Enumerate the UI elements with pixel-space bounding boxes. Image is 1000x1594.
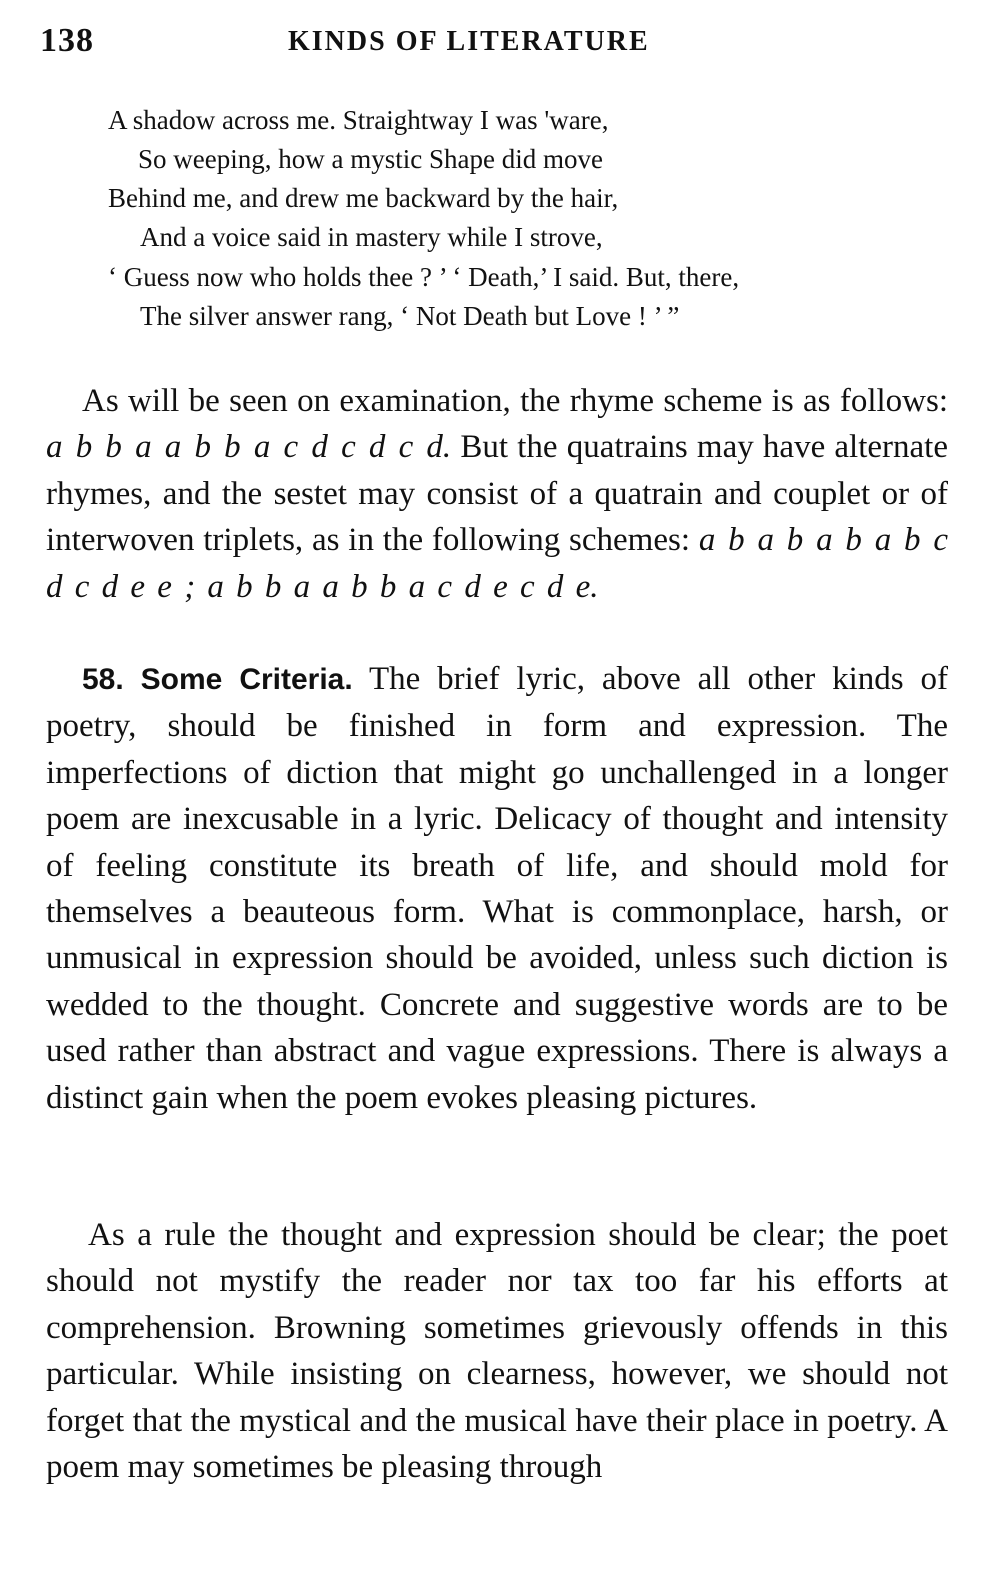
verse-line: A shadow across me. Straightway I was 'ware, xyxy=(108,105,609,135)
verse-line: So weeping, how a mystic Shape did move xyxy=(138,144,603,174)
verse-line: The silver answer rang, ‘ Not Death but Love ! ’ ” xyxy=(140,301,680,331)
paragraph-clearness xyxy=(46,1212,948,1490)
paragraph-text: The brief lyric, above all other kinds of poetry, should be finished in form and expression. The imperfections of diction that might go unchallenged in a longer poem are inexcusable in a lyric. Delicacy of thought and intensity of feeling constitute its breath of life, and should mold for themselves a beauteous form. What is commonplace, harsh, or unmusical in expression should be avoided, unless such diction is wedded to the thought. Concrete and suggestive words are to be used rather than abstract and vague expressions. There is always a distinct gain when the poem evokes pleasing pictures. xyxy=(46,661,948,1116)
paragraph-text: As a rule the thought and expression should be clear; the poet should not mystify the reader nor tax too far his efforts at comprehension. Browning sometimes grievously offends in this particular. While insisting on clearness, however, we should not forget that the mystical and the musical have their place in poetry. A poem may sometimes be pleasing through xyxy=(46,1217,948,1486)
rhyme-scheme: a b b a a b b a c d c d c d. xyxy=(46,429,452,466)
verse-line: ‘ Guess now who holds thee ? ’ ‘ Death,’ I said. But, there, xyxy=(108,262,740,292)
page-header xyxy=(40,20,950,64)
paragraph-rhyme-scheme xyxy=(46,378,948,610)
verse-line: And a voice said in mastery while I strove, xyxy=(140,222,603,252)
running-head: KINDS OF LITERATURE xyxy=(288,26,650,57)
section-heading: 58. Some Criteria. xyxy=(82,663,353,696)
paragraph-some-criteria xyxy=(46,656,948,1121)
rhyme-scheme: a b a b a b a b c d c d e e ; a b b a a b b a c d e c d e. xyxy=(46,522,948,605)
page-number: 138 xyxy=(40,22,94,59)
verse-line: Behind me, and drew me backward by the hair, xyxy=(108,183,619,213)
paragraph-text: But the quatrains may have alternate rhymes, and the sestet may consist of a quatrain and couplet or of interwoven triplets, as in the following schemes: xyxy=(46,429,948,559)
paragraph-text: As will be seen on examination, the rhyme scheme is as follows: xyxy=(82,383,948,419)
